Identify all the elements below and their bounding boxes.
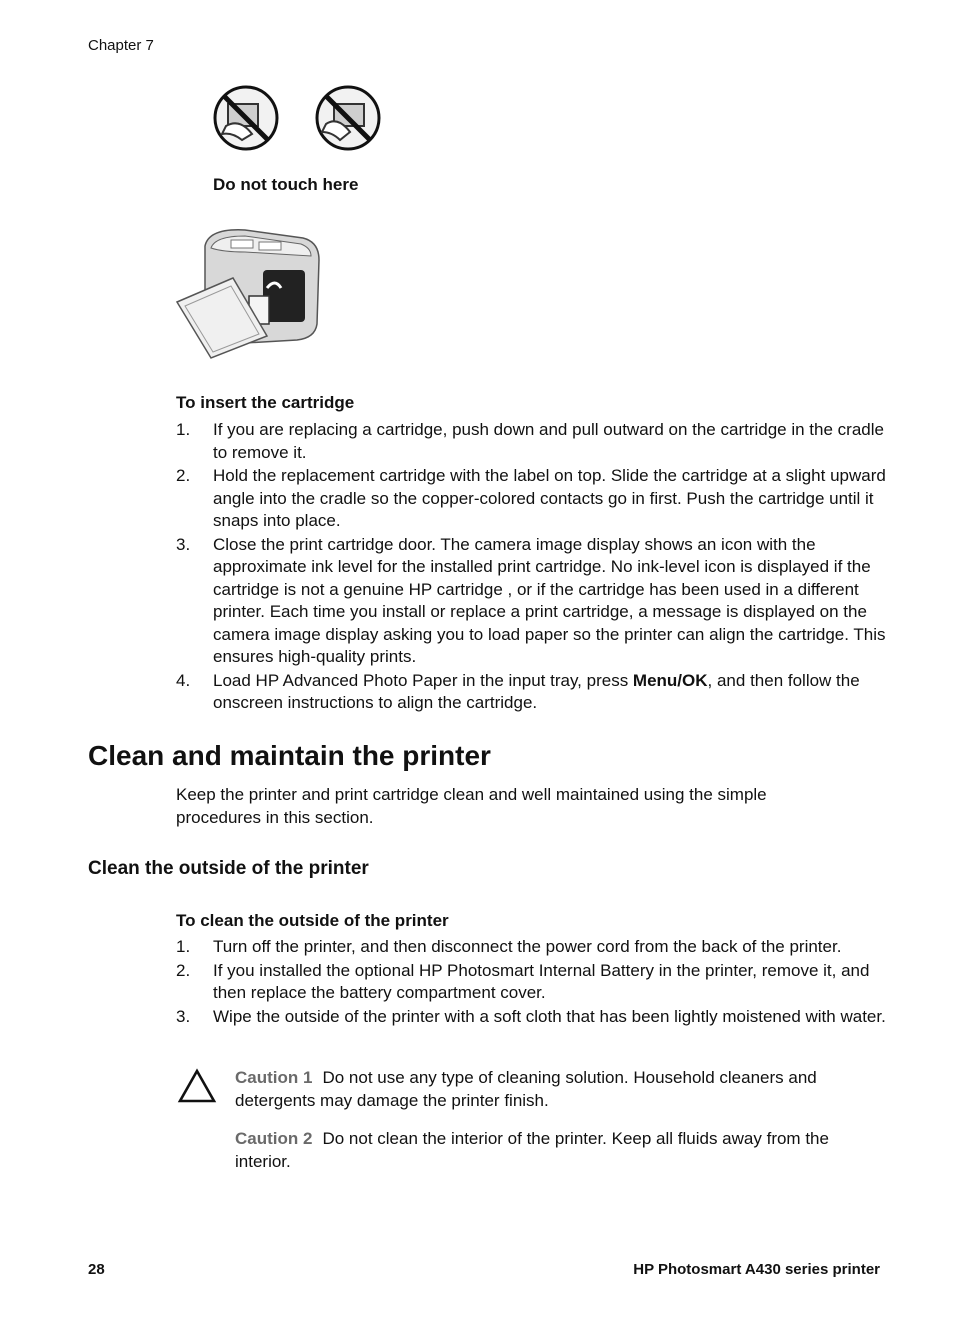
procedure-title: To insert the cartridge <box>176 393 355 412</box>
list-item <box>176 534 886 669</box>
subsection-title: Clean the outside of the printer <box>88 858 369 879</box>
step-text: Turn off the printer, and then disconnect the power cord from the back of the printer. <box>213 937 842 956</box>
step-text: If you installed the optional HP Photosmart Internal Battery in the printer, remove it, and then replace the battery compartment cover. <box>213 960 870 1002</box>
step-number: 1. <box>176 937 191 956</box>
running-header: Chapter 7 <box>88 37 154 54</box>
product-name: HP Photosmart A430 series printer <box>633 1261 880 1278</box>
section-intro: Keep the printer and print cartridge clean and well maintained using the simple procedures in this section. <box>176 785 767 827</box>
step-number: 2. <box>176 466 191 485</box>
section-title: Clean and maintain the printer <box>88 740 491 771</box>
list-item <box>176 465 886 533</box>
step-text-end: , and then follow the onscreen instructions to align the cartridge. <box>213 670 860 712</box>
step-number: 4. <box>176 670 191 690</box>
insert-steps-list <box>176 419 886 716</box>
step-number: 2. <box>176 960 191 980</box>
step-text: Close the print cartridge door. The camera image display shows an icon with the approximate ink level for the installed print cartridge. No ink-level icon is displayed if the cartridge is not a genuine HP cartridge , or if the cartridge has been used in a different printer. Each time you install or replace a print cartridge, a message is displayed on the camera image display asking you to load paper so the printer can align the cartridge. This ensures high-quality prints. <box>213 534 886 666</box>
do-not-touch-illustration <box>212 84 382 152</box>
list-item <box>176 670 886 715</box>
step-number: 3. <box>176 1006 191 1026</box>
printer-cartridge-illustration <box>175 226 323 360</box>
no-touch-icon <box>215 87 277 149</box>
caution-label: Caution 1 <box>235 1068 313 1087</box>
caution-text: Do not use any type of cleaning solution. Household cleaners and detergents may damage the printer finish. <box>235 1068 817 1110</box>
warning-triangle-icon <box>177 1068 217 1104</box>
list-item <box>176 936 886 959</box>
step-number: 3. <box>176 534 191 554</box>
step-text: If you are replacing a cartridge, push down and pull outward on the cartridge in the cradle to remove it. <box>213 420 884 462</box>
caution-note <box>235 1067 885 1112</box>
caution-text: Do not clean the interior of the printer. Keep all fluids away from the interior. <box>235 1129 829 1171</box>
clean-steps-list <box>176 936 886 1029</box>
procedure-title: To clean the outside of the printer <box>176 911 449 930</box>
button-name-menu-ok: Menu/OK <box>632 670 708 690</box>
list-item <box>176 1006 886 1029</box>
step-text: Hold the replacement cartridge with the label on top. Slide the cartridge at a slight upward angle into the cradle so the copper-colored contacts go in first. Push the cartridge until it snaps into place. <box>213 466 886 530</box>
page-number: 28 <box>88 1261 105 1278</box>
caution-note <box>235 1128 885 1173</box>
step-text: Wipe the outside of the printer with a soft cloth that has been lightly moistened with water. <box>213 1006 886 1026</box>
step-text-start: Load HP Advanced Photo Paper in the input tray, press <box>213 670 633 690</box>
step-number: 1. <box>176 420 191 439</box>
figure-caption: Do not touch here <box>213 175 359 194</box>
no-touch-icon <box>317 87 379 149</box>
list-item <box>176 960 886 1005</box>
list-item <box>176 419 886 464</box>
caution-label: Caution 2 <box>235 1129 313 1148</box>
